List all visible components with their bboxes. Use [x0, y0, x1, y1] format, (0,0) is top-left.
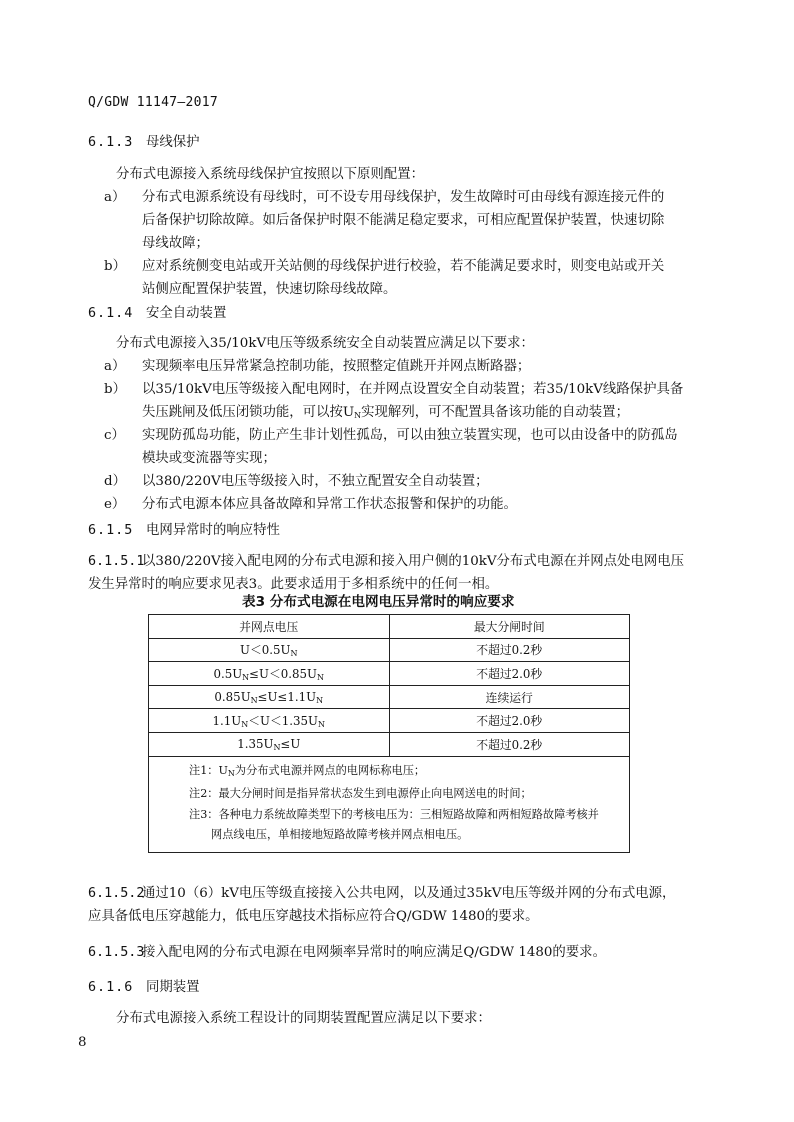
section-number: 6.1.4 — [88, 306, 134, 321]
table-row — [149, 662, 630, 686]
list-item-text: 模块或变流器等实现； — [142, 451, 276, 466]
list-marker: a） — [104, 190, 126, 205]
list-item-text: 失压跳闸及低压闭锁功能，可以按$U_N$实现解列，可不配置具备该功能的自动装置； — [142, 405, 629, 420]
table-cell: $U<0.5U_N$ — [149, 638, 390, 662]
section-heading-6-1-3 — [88, 131, 200, 150]
table-cell: 不超过0.2秒 — [389, 638, 630, 662]
section-number: 6.1.3 — [88, 135, 134, 150]
section-title: 同期装置 — [146, 980, 200, 995]
section-title: 电网异常时的响应特性 — [146, 523, 280, 538]
table-cell: 不超过0.2秒 — [389, 732, 630, 756]
section-number: 6.1.5 — [88, 523, 134, 538]
table-row — [149, 732, 630, 756]
list-item-text: 实现频率电压异常紧急控制功能，按照整定值跳开并网点断路器； — [142, 359, 531, 374]
table-note: 注2：最大分闸时间是指异常状态发生到电源停止向电网送电的时间； — [189, 787, 532, 801]
paragraph-6-1-5-2: 6.1.5.2通过10（6）kV电压等级直接接入公共电网，以及通过35kV电压等级并网的分布式电源， — [88, 886, 676, 901]
paragraph-6-1-5-1: 6.1.5.1以380/220V接入配电网的分布式电源和接入用户侧的10kV分布式电源在并网点处电网电压 — [88, 554, 685, 569]
table-header-cell: 并网点电压 — [149, 615, 390, 639]
section-heading-6-1-6 — [88, 976, 200, 995]
table-row — [149, 685, 630, 709]
table-note: 注3：各种电力系统故障类型下的考核电压为：三相短路故障和两相短路故障考核并 — [189, 807, 599, 821]
list-marker: b） — [104, 259, 126, 274]
clause-number: 6.1.5.3 — [88, 945, 145, 960]
paragraph: 分布式电源接入35/10kV电压等级系统安全自动装置应满足以下要求： — [116, 336, 534, 351]
table-cell: $0.85U_N\le U\le 1.1U_N$ — [149, 685, 390, 709]
table-cell: 不超过2.0秒 — [389, 662, 630, 686]
list-marker: c） — [104, 428, 125, 443]
table-cell: 不超过2.0秒 — [389, 709, 630, 733]
section-title: 母线保护 — [146, 135, 200, 150]
table-cell: $0.5U_N\le U<0.85U_N$ — [149, 662, 390, 686]
table-row — [149, 709, 630, 733]
list-item-text: 母线故障； — [142, 236, 209, 251]
table-note: 注1：$U_N$为分布式电源并网点的电网标称电压； — [189, 763, 426, 778]
paragraph: 分布式电源接入系统工程设计的同期装置配置应满足以下要求： — [116, 1011, 491, 1026]
list-marker: b） — [104, 382, 126, 397]
standard-number: Q/GDW 11147—2017 — [88, 95, 219, 110]
table-notes — [149, 756, 630, 852]
table-notes-row — [149, 756, 630, 852]
response-table — [148, 614, 630, 853]
paragraph: 分布式电源接入系统母线保护宜按照以下原则配置： — [116, 167, 424, 182]
table-caption: 表3 分布式电源在电网电压异常时的响应要求 — [242, 594, 515, 610]
paragraph-line: 发生异常时的响应要求见表3。此要求适用于多相系统中的任何一相。 — [88, 577, 499, 592]
list-marker: d） — [104, 474, 126, 489]
list-marker: e） — [104, 497, 126, 512]
table-cell: $1.1U_N<U<1.35U_N$ — [149, 709, 390, 733]
section-number: 6.1.6 — [88, 980, 134, 995]
paragraph-6-1-5-3: 6.1.5.3接入配电网的分布式电源在电网频率异常时的响应满足Q/GDW 1480的要求。 — [88, 945, 606, 960]
list-item-text: 后备保护切除故障。如后备保护时限不能满足稳定要求，可相应配置保护装置，快速切除 — [142, 213, 665, 228]
list-item-text: 以380/220V电压等级接入时，不独立配置安全自动装置； — [142, 474, 489, 489]
list-marker: a） — [104, 359, 126, 374]
table-header-row — [149, 615, 630, 639]
clause-number: 6.1.5.2 — [88, 886, 145, 901]
clause-number: 6.1.5.1 — [88, 554, 145, 569]
section-heading-6-1-4 — [88, 302, 226, 321]
section-title: 安全自动装置 — [146, 306, 227, 321]
list-item-text: 以35/10kV电压等级接入配电网时，在并网点设置安全自动装置；若35/10kV线路保护具备 — [142, 382, 684, 397]
table-note-continuation: 网点线电压，单相接地短路故障考核并网点相电压。 — [211, 828, 469, 842]
list-item-text: 分布式电源本体应具备故障和异常工作状态报警和保护的功能。 — [142, 497, 517, 512]
paragraph-line: 应具备低电压穿越能力，低电压穿越技术指标应符合Q/GDW 1480的要求。 — [88, 909, 539, 924]
table-cell: $1.35U_N\le U$ — [149, 732, 390, 756]
list-item-text: 应对系统侧变电站或开关站侧的母线保护进行校验，若不能满足要求时，则变电站或开关 — [142, 259, 665, 274]
list-item-text: 分布式电源系统设有母线时，可不设专用母线保护，发生故障时可由母线有源连接元件的 — [142, 190, 665, 205]
table-header-cell: 最大分闸时间 — [389, 615, 630, 639]
list-item-text: 站侧应配置保护装置，快速切除母线故障。 — [142, 282, 397, 297]
page-number: 8 — [78, 1035, 87, 1050]
section-heading-6-1-5 — [88, 519, 280, 538]
table-row — [149, 638, 630, 662]
table-cell: 连续运行 — [389, 685, 630, 709]
list-item-text: 实现防孤岛功能，防止产生非计划性孤岛，可以由独立装置实现，也可以由设备中的防孤岛 — [142, 428, 678, 443]
